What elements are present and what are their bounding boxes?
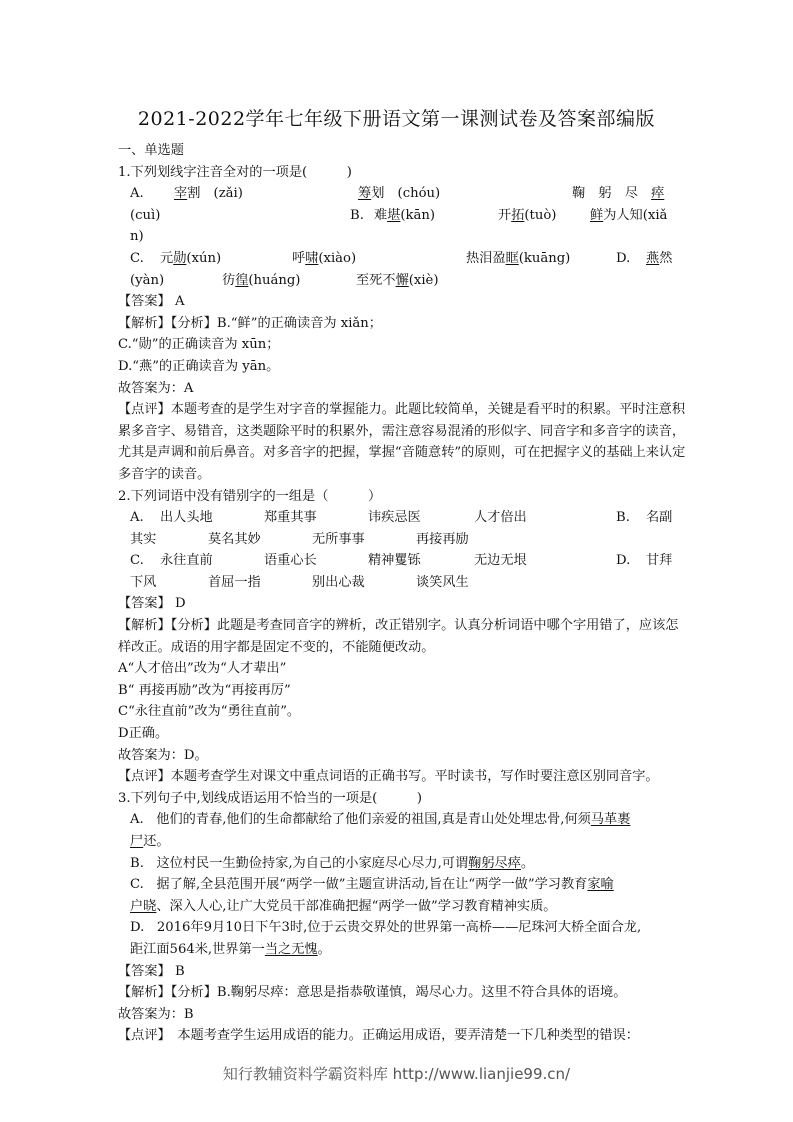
q3-option-d-line2: 距江面564米,世界第一当之无愧。 bbox=[130, 941, 331, 957]
q3-d-text: 2016年9月10日下午3时,位于云贵交界处的世界第一高桥——尼珠河大桥全面合龙, bbox=[156, 920, 642, 936]
q2-option-ab-line bbox=[118, 507, 688, 529]
q2-option-d-label: D. bbox=[616, 553, 631, 569]
q3-option-b-line: B. 这位村民一生勤俭持家,为自己的小家庭尽心尽力,可谓鞠躬尽瘁。 bbox=[130, 855, 535, 871]
q2-option-a-label: A. bbox=[130, 510, 144, 526]
q3-option-d-label: D. bbox=[130, 920, 145, 936]
q1-c3: 热泪盈眶(kuāng) bbox=[466, 250, 571, 266]
q2-a3: 讳疾忌医 bbox=[368, 510, 421, 526]
document-body bbox=[118, 140, 688, 1047]
q3-option-a-line1 bbox=[118, 809, 688, 831]
q2-b2: 莫名其妙 bbox=[208, 531, 261, 547]
q2-d1-start: 甘拜 bbox=[646, 553, 673, 569]
q3-comment: 【点评】 本题考查学生运用成语的能力。正确运用成语，要弄清楚一下几种类型的错误： bbox=[118, 1028, 639, 1044]
q1-d2: 彷徨(huáng) bbox=[222, 272, 301, 288]
page-footer-watermark[interactable]: 知行教辅资料学霸资料库 http://www.lianjie99.cn/ bbox=[222, 1065, 571, 1083]
q1-option-d-line bbox=[118, 270, 688, 292]
q2-c3: 精神矍铄 bbox=[368, 553, 421, 569]
q1-final-answer: 故答案为：A bbox=[118, 380, 194, 396]
q2-fix-c: C“永往直前”改为“勇往直前”。 bbox=[118, 704, 301, 720]
q2-a1: 出人头地 bbox=[160, 510, 213, 526]
q1-option-a-line2 bbox=[118, 205, 688, 227]
q3-analysis: 【解析】【分析】B.鞠躬尽瘁：意思是指恭敬谨慎，竭尽心力。这里不符合具体的语境。 bbox=[118, 985, 627, 1001]
q1-option-a-label: A. bbox=[130, 186, 144, 202]
q3-a-idiom-end: 尸 bbox=[130, 834, 144, 849]
q1-a1: 宰割 (zǎi) bbox=[174, 186, 243, 202]
q1-analysis-3: D.“燕”的正确读音为 yān。 bbox=[118, 358, 280, 374]
q2-b4: 再接再励 bbox=[416, 531, 469, 547]
q2-option-c-label: C. bbox=[130, 553, 144, 569]
q1-answer: 【答案】 A bbox=[118, 294, 185, 310]
q1-option-c-label: C. bbox=[130, 250, 144, 266]
q3-d-idiom: 当之无愧 bbox=[264, 941, 318, 957]
q3-b-text: 这位村民一生勤俭持家,为自己的小家庭尽心尽力,可谓 bbox=[156, 855, 469, 871]
q1-c1: 元勋(xún) bbox=[160, 250, 222, 266]
q2-d1-end: 下风 bbox=[130, 574, 157, 590]
q3-option-a-label: A. bbox=[130, 812, 144, 828]
q1-b1: 难堪(kān) bbox=[374, 207, 436, 223]
q3-a-text-end: 还。 bbox=[143, 834, 170, 849]
q2-fix-b: B“ 再接再励”改为“再接再厉” bbox=[118, 682, 291, 698]
q2-fix-a: A“人才倍出”改为“人才辈出” bbox=[118, 661, 287, 677]
q3-stem: 3.下列句子中,划线成语运用不恰当的一项是( ) bbox=[118, 790, 422, 806]
q3-c-text: 据了解,全县范围开展“两学一做”主题宣讲活动,旨在让“两学一做”学习教育 bbox=[156, 877, 588, 893]
q2-a2: 郑重其事 bbox=[264, 510, 317, 526]
q3-option-a-line2 bbox=[118, 831, 688, 853]
q2-d4: 谈笑风生 bbox=[416, 574, 469, 590]
q3-b-idiom: 鞠躬尽瘁 bbox=[468, 855, 521, 871]
q2-final-answer: 故答案为：D。 bbox=[118, 747, 208, 763]
q1-b2: 开拓(tuò) bbox=[498, 207, 557, 223]
q3-option-c-line2 bbox=[118, 896, 688, 918]
q2-option-b-label: B. bbox=[616, 510, 630, 526]
q1-b3: 鲜为人知(xiǎ bbox=[590, 207, 668, 223]
q3-answer: 【答案】 B bbox=[118, 963, 185, 979]
q3-option-c-label: C. bbox=[130, 877, 144, 893]
q3-c-idiom-end: 户晓 bbox=[130, 898, 157, 914]
q1-stem: 1.下列划线字注音全对的一项是( ) bbox=[118, 164, 352, 180]
q1-a2: 筹划 (chóu) bbox=[358, 186, 441, 202]
q3-option-d-line1 bbox=[118, 917, 688, 939]
q2-option-b-line bbox=[118, 529, 688, 551]
q2-d2: 首屈一指 bbox=[208, 574, 261, 590]
q2-a4: 人才倍出 bbox=[474, 510, 527, 526]
q2-b3: 无所事事 bbox=[312, 531, 365, 547]
q1-option-d-label: D. bbox=[616, 250, 631, 266]
q1-option-a-line1 bbox=[118, 183, 688, 205]
q3-option-b-label: B. bbox=[130, 855, 144, 871]
q2-comment: 【点评】本题考查学生对课文中重点词语的正确书写。平时读书，写作时要注意区别同音字。 bbox=[118, 769, 659, 785]
q1-comment: 【点评】本题考查的是学生对字音的掌握能力。此题比较简单，关键是看平时的积累。平时注意积累多音字、易错音，这类题除平时的积累外，需注意容易混淆的形似字、同音字和多音字的读音，尤其是声调和前后鼻音。对多音字的把握，掌握“音随意转”的原则，可在把握字义的基础上来认定多音字的读音。 bbox=[118, 402, 686, 482]
q1-d1-pinyin: (yàn) bbox=[130, 272, 165, 288]
q1-option-b-label: B. bbox=[350, 207, 364, 223]
q2-fix-d: D正确。 bbox=[118, 726, 169, 742]
q1-a3: 鞠 躬 尽 瘁 bbox=[572, 186, 665, 202]
q1-option-c-line bbox=[118, 248, 688, 270]
q2-d3: 别出心裁 bbox=[312, 574, 365, 590]
q2-answer: 【答案】 D bbox=[118, 596, 186, 612]
q1-analysis-2: C.“勋”的正确读音为 xūn； bbox=[118, 337, 280, 353]
q3-c-idiom: 家喻 bbox=[587, 877, 614, 893]
q2-c1: 永往直前 bbox=[160, 553, 213, 569]
q3-a-idiom: 马革裹 bbox=[590, 812, 631, 828]
q2-c4: 无边无垠 bbox=[474, 553, 527, 569]
q2-analysis: 【解析】【分析】此题是考查同音字的辨析，改正错别字。认真分析词语中哪个字用错了，应该怎样改正。成语的用字都是固定不变的，不能随便改动。 bbox=[118, 618, 679, 655]
document-title: 2021-2022学年七年级下册语文第一课测试卷及答案部编版 bbox=[137, 108, 656, 130]
q3-a-text: 他们的青春,他们的生命都献给了他们亲爱的祖国,真是青山处处埋忠骨,何须 bbox=[156, 812, 591, 828]
q3-d-text-2: 距江面564米,世界第一 bbox=[130, 941, 265, 957]
q3-option-c-line1 bbox=[118, 874, 688, 896]
q2-b1-start: 名副 bbox=[646, 510, 673, 526]
q2-option-cd-line bbox=[118, 550, 688, 572]
q1-b3-pinyin-end: n) bbox=[130, 229, 144, 245]
q3-final-answer: 故答案为：B bbox=[118, 1006, 194, 1022]
q2-stem: 2.下列词语中没有错别字的一组是（ ） bbox=[118, 488, 382, 504]
q2-b1-end: 其实 bbox=[130, 531, 157, 547]
q1-c2: 呼啸(xiào) bbox=[292, 250, 357, 266]
q1-option-b-line3 bbox=[118, 226, 688, 248]
q2-option-d-line bbox=[118, 572, 688, 594]
q1-a3-pinyin: (cuì) bbox=[130, 207, 161, 223]
section-heading: 一、单选题 bbox=[118, 143, 184, 158]
q1-d1: 燕然 bbox=[646, 250, 673, 266]
q1-analysis-1: 【解析】【分析】B.“鲜”的正确读音为 xiǎn； bbox=[118, 315, 382, 331]
q3-c-text-end: 、深入人心,让广大党员干部准确把握“两学一做”学习教育精神实质。 bbox=[156, 898, 557, 914]
q1-d3: 至死不懈(xiè) bbox=[356, 272, 439, 288]
q2-c2: 语重心长 bbox=[264, 553, 317, 569]
